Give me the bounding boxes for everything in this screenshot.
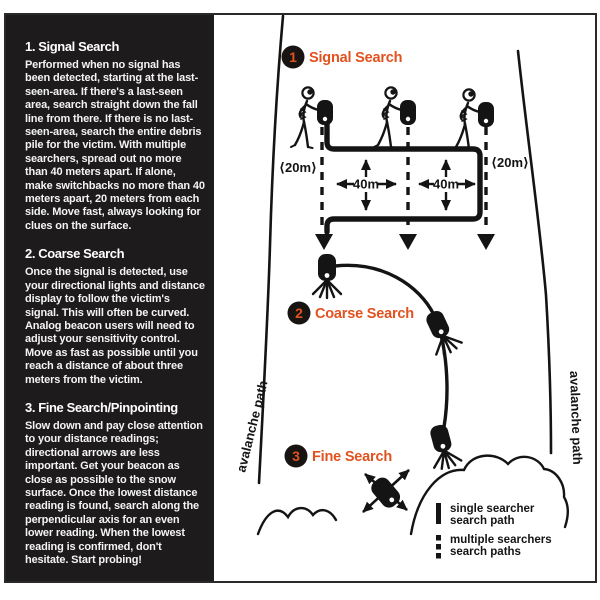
section-1-body: Performed when no signal has been detected, starting at the last-seen-area. If there's a last-seen area, search straight down the fall line from there. If there is no last-seen-area, search the entire debris pile for the victim. With multiple searchers, spread out no more than 40 meters apart. If alone, make switchbacks no more than 40 meters apart, 20 meters from each side. Move fast, always looking for clues on the surface. [25, 59, 205, 232]
avalanche-path-label-left: avalanche path [233, 378, 271, 474]
section-3-heading: 3. Fine Search/Pinpointing [25, 399, 178, 415]
multiple-searcher-paths-dashed [322, 127, 486, 232]
searcher-figure-2 [374, 87, 416, 148]
avalanche-border-right [518, 51, 551, 453]
spacing-20m-label-right: ⟨20m⟩ [491, 155, 529, 170]
legend-multiple-line1: multiple searchers [450, 534, 552, 546]
spacing-40m-label-2: 40m [432, 176, 460, 192]
step-1-label: Signal Search [309, 50, 403, 66]
step-2-label: Coarse Search [315, 306, 414, 322]
section-2-body: Once the signal is detected, use your directional lights and distance display to follow the victim's signal. This will often be curved. Analog beacon users will need to adjust your sensitivity control. Move as fast as possible until you reach a distance of about three meters from the victim. [25, 266, 205, 386]
step-2-title [288, 302, 414, 325]
legend-single-line2: search path [450, 515, 515, 527]
searcher-figure-3 [452, 89, 494, 150]
step-1-title [282, 46, 403, 69]
step-2-number: 2 [295, 305, 303, 321]
down-arrowheads [315, 234, 495, 250]
beacon-flux-icon-3 [424, 422, 462, 472]
search-diagram [214, 15, 595, 581]
legend-single-line1: single searcher [450, 503, 535, 515]
section-3-body: Slow down and pay close attention to your distance readings; directional arrows are less important. Get your beacon as close as possible to the snow surface. Once the lowest distance reading is found, search along the perpendicular axis for an even lower reading. When the lowest reading is confirmed, don't hesitate. Start probing! [25, 419, 203, 566]
step-3-number: 3 [292, 448, 300, 464]
spacing-20m-label-left: ⟨20m⟩ [279, 160, 317, 175]
coarse-search-curve [335, 265, 447, 427]
step-1-number: 1 [289, 49, 297, 65]
debris-cloud-left [258, 508, 336, 534]
legend-solid-bar-icon [436, 503, 441, 524]
section-2-heading: 2. Coarse Search [25, 246, 125, 262]
legend-dashed-bar-icon [436, 535, 441, 559]
section-1-heading: 1. Signal Search [25, 39, 120, 54]
instructions-panel [6, 15, 214, 581]
beacon-flux-icon-2 [419, 306, 463, 358]
diagram-svg [214, 15, 599, 583]
step-3-label: Fine Search [312, 449, 392, 465]
spacing-40m-label-1: 40m [352, 176, 380, 192]
poster-frame [4, 13, 597, 583]
legend [436, 503, 552, 559]
beacon-flux-icon-1 [313, 254, 341, 298]
legend-multiple-line2: search paths [450, 546, 521, 558]
avalanche-path-label-right: avalanche path [567, 370, 586, 465]
step-3-title [285, 445, 393, 468]
